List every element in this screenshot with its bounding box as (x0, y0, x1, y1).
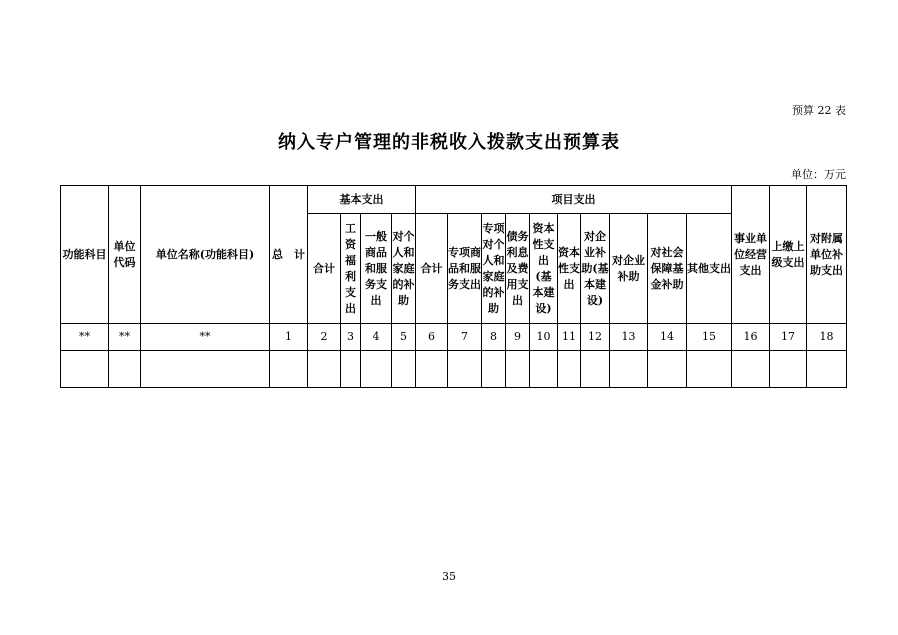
header-affiliated-subsidy: 对附属单位补助支出 (807, 186, 847, 324)
header-total: 总 计 (270, 186, 308, 324)
header-basic-expenditure: 基本支出 (308, 186, 416, 214)
index-cell: 5 (392, 324, 416, 351)
table-reference: 预算 22 表 (792, 104, 846, 117)
page-number: 35 (442, 570, 456, 583)
index-cell: 7 (448, 324, 482, 351)
header-personal-subsidy: 对个人和家庭的补助 (392, 214, 416, 324)
index-cell: ** (61, 324, 109, 351)
header-special-goods: 专项商品和服务支出 (448, 214, 482, 324)
index-cell: 11 (558, 324, 581, 351)
data-cell (807, 351, 847, 388)
data-cell (648, 351, 687, 388)
data-cell (732, 351, 770, 388)
data-cell (392, 351, 416, 388)
data-row (61, 351, 847, 388)
index-cell: 17 (770, 324, 807, 351)
header-superior-payment: 上缴上级支出 (770, 186, 807, 324)
index-cell: ** (109, 324, 141, 351)
data-cell (141, 351, 270, 388)
data-cell (530, 351, 558, 388)
header-enterprise: 对企业补助 (610, 214, 648, 324)
data-cell (770, 351, 807, 388)
index-cell: 16 (732, 324, 770, 351)
index-cell: 12 (581, 324, 610, 351)
header-goods-services: 一般商品和服务支出 (361, 214, 392, 324)
data-cell (61, 351, 109, 388)
data-cell (581, 351, 610, 388)
header-debt-interest: 债务利息及费用支出 (506, 214, 530, 324)
index-cell: 10 (530, 324, 558, 351)
index-cell: 18 (807, 324, 847, 351)
index-cell: 6 (416, 324, 448, 351)
header-project-expenditure: 项目支出 (416, 186, 732, 214)
data-cell (416, 351, 448, 388)
data-cell (270, 351, 308, 388)
header-wages: 工资福利支出 (341, 214, 361, 324)
header-special-personal: 专项对个人和家庭的补助 (482, 214, 506, 324)
index-cell: 9 (506, 324, 530, 351)
header-func-subject: 功能科目 (61, 186, 109, 324)
header-enterprise-basic: 对企业补助(基本建设) (581, 214, 610, 324)
data-cell (308, 351, 341, 388)
header-business-expenditure: 事业单位经营支出 (732, 186, 770, 324)
index-cell: 2 (308, 324, 341, 351)
data-cell (506, 351, 530, 388)
header-capital-basic: 资本性支出(基本建设) (530, 214, 558, 324)
data-cell (361, 351, 392, 388)
index-cell: 3 (341, 324, 361, 351)
data-cell (341, 351, 361, 388)
header-social-security: 对社会保障基金补助 (648, 214, 687, 324)
header-project-sum: 合计 (416, 214, 448, 324)
data-cell (687, 351, 732, 388)
data-cell (482, 351, 506, 388)
header-unit-name: 单位名称(功能科目) (141, 186, 270, 324)
page-title: 纳入专户管理的非税收入拨款支出预算表 (278, 132, 620, 153)
index-cell: 13 (610, 324, 648, 351)
data-cell (448, 351, 482, 388)
budget-table (60, 185, 847, 388)
header-capital: 资本性支出 (558, 214, 581, 324)
data-cell (610, 351, 648, 388)
index-cell: 14 (648, 324, 687, 351)
header-other: 其他支出 (687, 214, 732, 324)
header-basic-sum: 合计 (308, 214, 341, 324)
header-unit-code: 单位代码 (109, 186, 141, 324)
data-cell (558, 351, 581, 388)
index-cell: 1 (270, 324, 308, 351)
index-cell: 8 (482, 324, 506, 351)
index-cell: ** (141, 324, 270, 351)
index-cell: 4 (361, 324, 392, 351)
index-row (61, 324, 847, 351)
data-cell (109, 351, 141, 388)
index-cell: 15 (687, 324, 732, 351)
unit-label: 单位：万元 (791, 168, 846, 181)
